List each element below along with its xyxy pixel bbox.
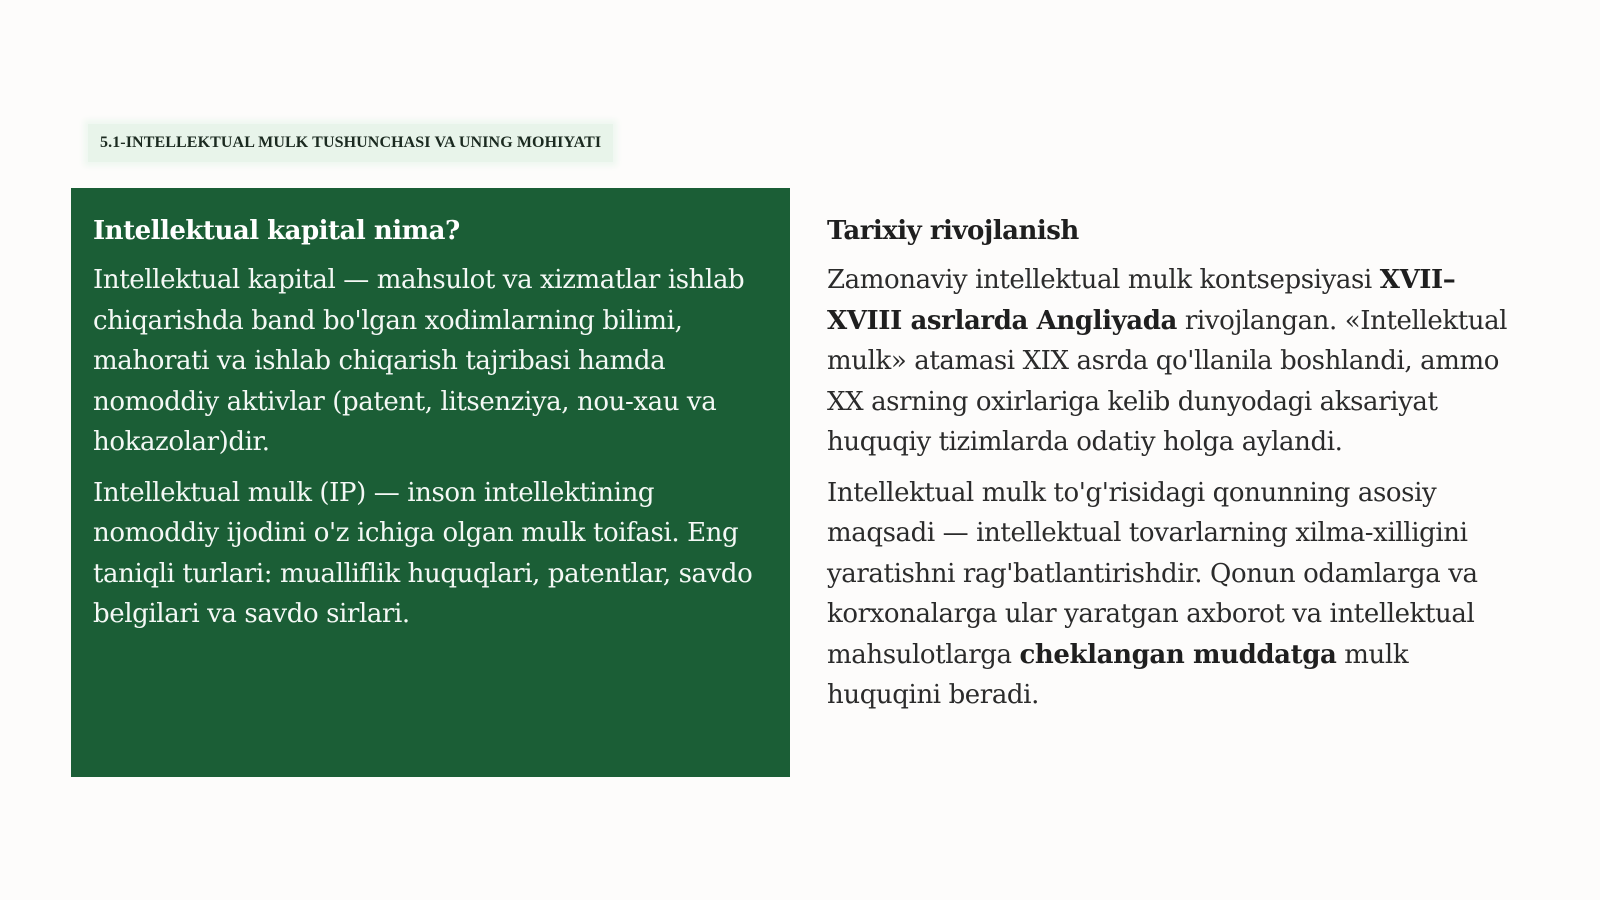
history-paragraph-origin	[827, 260, 1527, 463]
card-paragraph-intellectual-property: Intellektual mulk (IP) — inson intellektining nomoddiy ijodini o'z ichiga olgan mulk toifasi. Eng taniqli turlari: mualliflik huquqlari, patentlar, savdo belgilari va savdo sirlari.	[93, 477, 753, 629]
history-origin-text-after: rivojlangan. «Intellektual mulk» atamasi XIX asrda qo'llanila boshlandi, ammo XX asrning oxirlariga kelib dunyodagi aksariyat huquqiy tizimlarda odatiy holga aylandi.	[827, 305, 1508, 457]
history-origin-emphasis: XVII–XVIII asrlarda Angliyada	[827, 265, 1456, 336]
history-purpose-text-before: Intellektual mulk to'g'risidagi qonunning asosiy maqsadi — intellektual tovarlarning xilma-xilligini yaratishni rag'batlantirishdir. Qonun odamlarga va korxonalarga ular yaratgan axborot va intellektual mahsulotlarga	[827, 477, 1478, 670]
card-heading: Intellektual kapital nima?	[93, 216, 460, 246]
history-heading: Tarixiy rivojlanish	[827, 216, 1079, 246]
card-paragraph-intellectual-capital: Intellektual kapital — mahsulot va xizmatlar ishlab chiqarishda band bo'lgan xodimlarning bilimi, mahorati va ishlab chiqarish tajribasi hamda nomoddiy aktivlar (patent, litsenziya, nou-xau va hokazolar)dir.	[93, 265, 745, 457]
definition-card	[71, 188, 790, 777]
history-purpose-text-after: mulk huquqini beradi.	[827, 639, 1409, 710]
section-tag-label: 5.1-INTELLEKTUAL MULK TUSHUNCHASI VA UNING MOHIYATI	[100, 134, 602, 151]
history-purpose-emphasis: cheklangan muddatga	[1019, 639, 1337, 670]
history-paragraph-purpose	[827, 473, 1527, 716]
history-origin-text-before: Zamonaviy intellektual mulk kontsepsiyasi	[827, 265, 1380, 295]
history-section	[827, 188, 1527, 726]
section-tag	[88, 124, 613, 162]
